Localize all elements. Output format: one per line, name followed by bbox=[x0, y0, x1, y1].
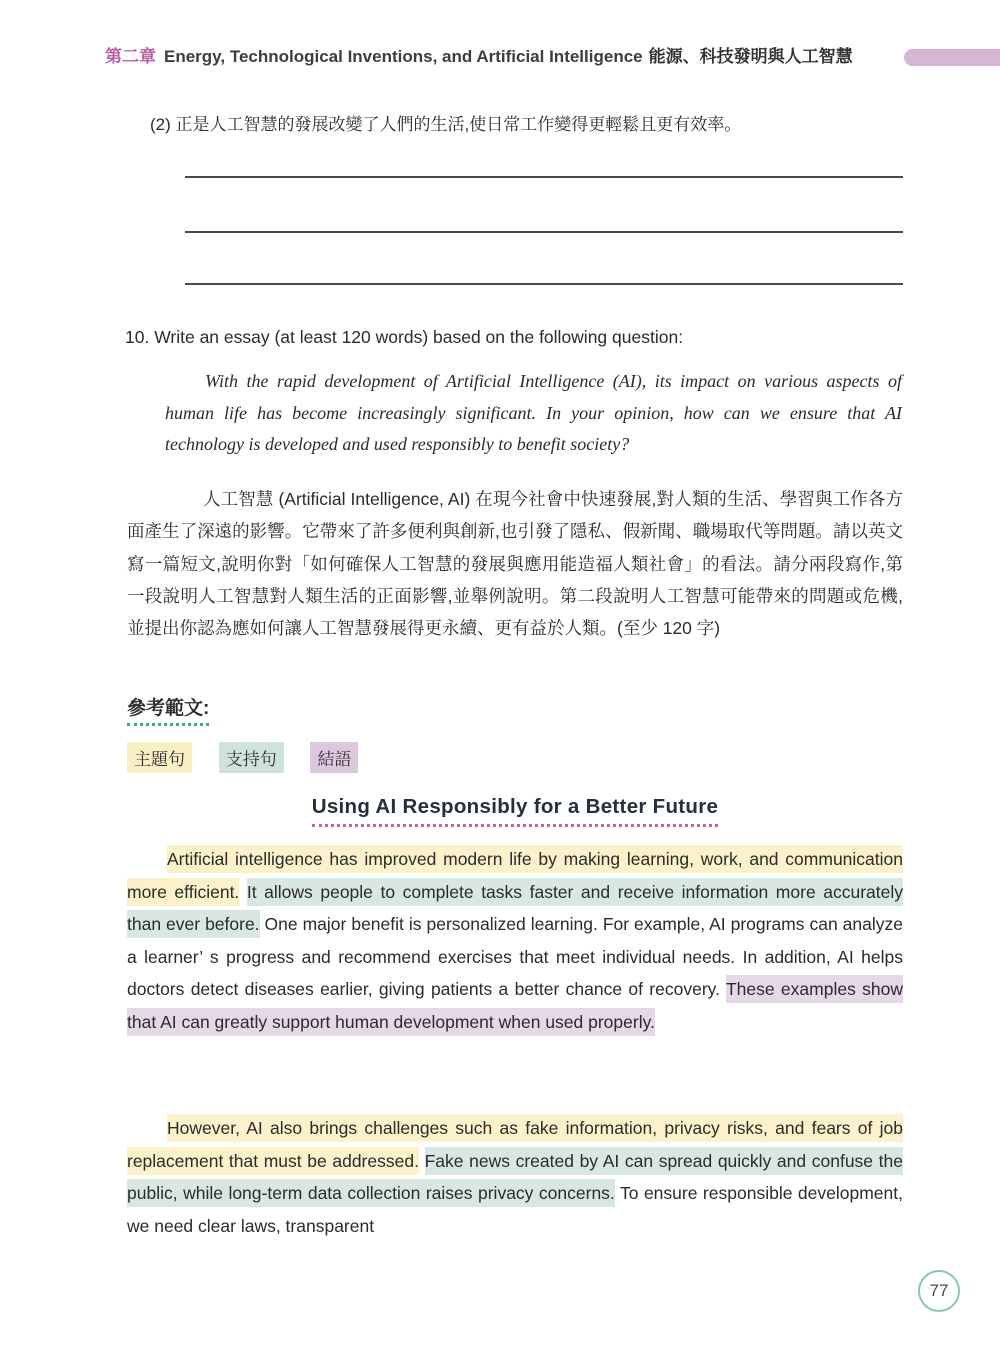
page-header bbox=[105, 42, 1000, 67]
essay-paragraph-2 bbox=[127, 1112, 903, 1242]
legend-topic-sentence-badge: 主題句 bbox=[127, 742, 192, 773]
essay-paragraph-1 bbox=[127, 843, 903, 1039]
essay-segment-none: To ensure responsible development, we need clear laws, transparent bbox=[127, 1183, 903, 1236]
legend-supporting-sentence-badge: 支持句 bbox=[219, 742, 284, 773]
answer-writing-line bbox=[185, 231, 903, 233]
exercise-item-2: (2) 正是人工智慧的發展改變了人們的生活,使日常工作變得更輕鬆且更有效率。 bbox=[150, 115, 742, 134]
page-number: 77 bbox=[929, 1281, 949, 1300]
essay-title-container bbox=[127, 795, 903, 827]
essay-segment-yellow: However, AI also brings challenges such as fake information, privacy risks, and fears of job replacement that must be addressed. bbox=[127, 1114, 903, 1175]
chapter-label: 第二章 bbox=[105, 47, 156, 66]
chapter-title-chinese: 能源、科技發明與人工智慧 bbox=[648, 47, 853, 66]
header-tab-pill bbox=[904, 49, 1000, 66]
essay-segment-yellow: Artificial intelligence has improved modern life by making learning, work, and communication more efficient. bbox=[127, 845, 903, 906]
highlight-legend bbox=[127, 742, 380, 773]
sample-essay-heading: 參考範文: bbox=[127, 693, 209, 726]
question-10-prompt: 10. Write an essay (at least 120 words) based on the following question: bbox=[125, 327, 684, 347]
question-10-instructions-chinese: 人工智慧 (Artificial Intelligence, AI) 在現今社會中快速發展,對人類的生活、學習與工作各方面產生了深遠的影響。它帶來了許多便利與創新,也引發了隱私、假新聞、職場取代等問題。請以英文寫一篇短文,說明你對「如何確保人工智慧的發展與應用能造福人類社會」的看法。請分兩段寫作,第一段說明人工智慧對人類生活的正面影響,並舉例說明。第二段說明人工智慧可能帶來的問題或危機,並提出你認為應如何讓人工智慧發展得更永續、更有益於人類。(至少 120 字) bbox=[127, 489, 903, 639]
essay-segment-purple: These examples show that AI can greatly support human development when used properly. bbox=[127, 975, 903, 1036]
question-10-quote: With the rapid development of Artificial Intelligence (AI), its impact on various aspects of human life has become increasingly significant. In your opinion, how can we ensure that AI technology is developed and used responsibly to benefit society? bbox=[165, 371, 902, 454]
answer-writing-line bbox=[185, 176, 903, 178]
answer-writing-line bbox=[185, 283, 903, 285]
essay-segment-teal: Fake news created by AI can spread quickly and confuse the public, while long-term data collection raises privacy concerns. bbox=[127, 1147, 903, 1208]
essay-segment-teal: It allows people to complete tasks faster and receive information more accurately than ever before. bbox=[127, 878, 903, 939]
essay-title: Using AI Responsibly for a Better Future bbox=[312, 795, 718, 827]
chapter-title-english: Energy, Technological Inventions, and Artificial Intelligence bbox=[164, 47, 643, 66]
page-number-badge bbox=[918, 1270, 960, 1312]
essay-segment-none: One major benefit is personalized learning. For example, AI programs can analyze a learner’ s progress and recommend exercises that meet individual needs. In addition, AI helps doctors detect diseases earlier, giving patients a better chance of recovery. bbox=[127, 914, 903, 1000]
legend-conclusion-badge: 結語 bbox=[310, 742, 358, 773]
